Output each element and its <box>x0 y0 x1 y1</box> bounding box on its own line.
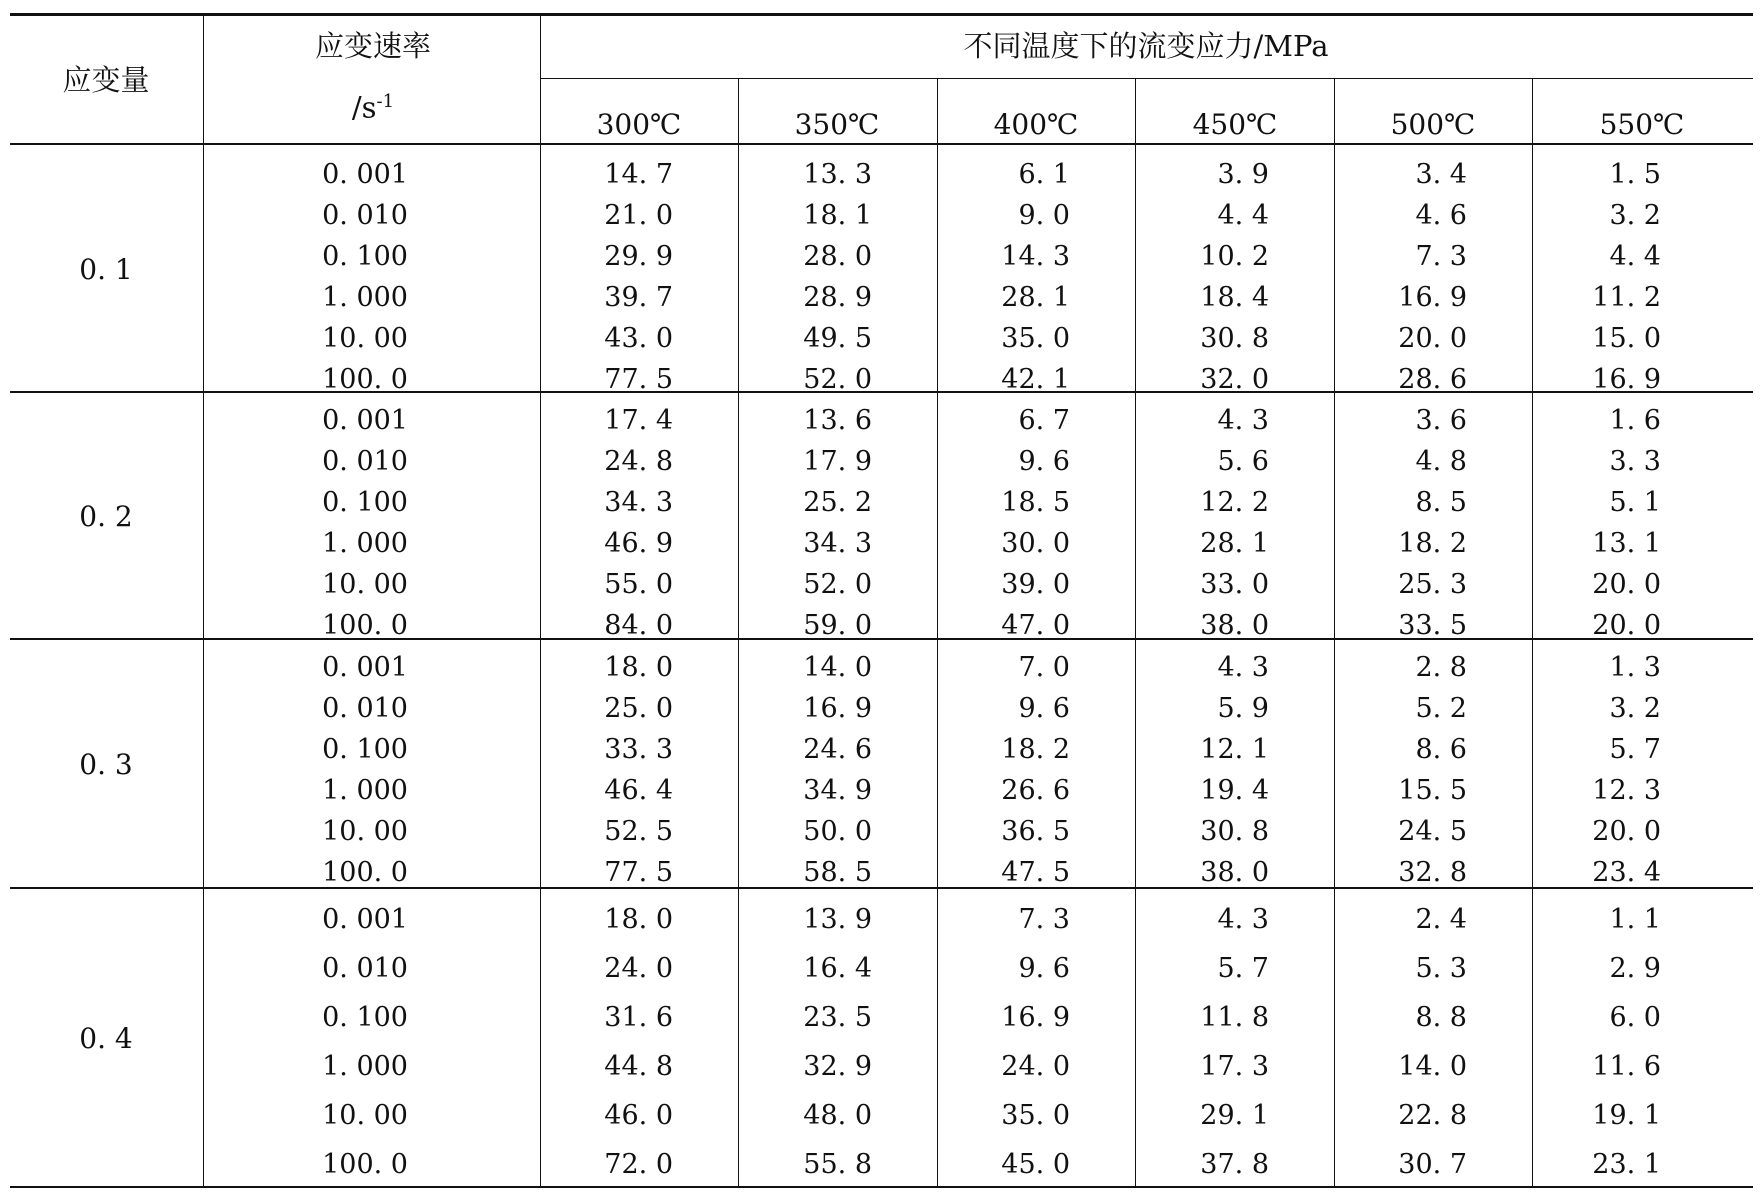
table-row <box>203 736 1753 766</box>
stress-cell-1: 55. 0 <box>604 569 673 600</box>
stress-cell-2: 28. 0 <box>803 241 872 272</box>
stress-cell-5: 5. 3 <box>1415 953 1467 984</box>
stress-cell-2: 16. 4 <box>803 953 872 984</box>
stress-cell-4: 28. 1 <box>1200 528 1269 559</box>
strain-rate-cell: 0. 010 <box>322 446 408 477</box>
stress-cell-2: 18. 1 <box>803 200 872 231</box>
stress-cell-3: 26. 6 <box>1001 775 1070 806</box>
strain-rate-cell: 10. 00 <box>322 323 408 354</box>
stress-cell-6: 1. 1 <box>1609 904 1661 935</box>
stress-cell-3: 9. 6 <box>1018 446 1070 477</box>
stress-cell-3: 9. 6 <box>1018 693 1070 724</box>
strain-rate-cell: 0. 001 <box>322 405 408 436</box>
stress-cell-5: 8. 6 <box>1415 734 1467 765</box>
stress-cell-3: 47. 0 <box>1001 610 1070 641</box>
stress-cell-2: 24. 6 <box>803 734 872 765</box>
stress-cell-6: 23. 4 <box>1592 857 1661 888</box>
stress-cell-1: 43. 0 <box>604 323 673 354</box>
header-temp-3: 400℃ <box>993 108 1079 141</box>
stress-cell-1: 46. 9 <box>604 528 673 559</box>
stress-cell-4: 5. 9 <box>1217 693 1269 724</box>
stress-cell-3: 9. 6 <box>1018 953 1070 984</box>
stress-cell-2: 52. 0 <box>803 364 872 395</box>
stress-cell-4: 4. 3 <box>1217 652 1269 683</box>
stress-cell-5: 20. 0 <box>1398 323 1467 354</box>
table-row <box>203 325 1753 355</box>
stress-cell-2: 13. 3 <box>803 159 872 190</box>
stress-cell-4: 12. 1 <box>1200 734 1269 765</box>
table-row <box>203 777 1753 807</box>
stress-cell-3: 47. 5 <box>1001 857 1070 888</box>
header-temp-1: 300℃ <box>596 108 682 141</box>
stress-cell-4: 5. 6 <box>1217 446 1269 477</box>
stress-cell-2: 59. 0 <box>803 610 872 641</box>
stress-cell-2: 49. 5 <box>803 323 872 354</box>
stress-cell-1: 52. 5 <box>604 816 673 847</box>
strain-rate-cell: 100. 0 <box>322 610 408 641</box>
stress-cell-5: 25. 3 <box>1398 569 1467 600</box>
strain-rate-cell: 100. 0 <box>322 1149 408 1180</box>
stress-cell-5: 8. 8 <box>1415 1002 1467 1033</box>
stress-cell-2: 13. 9 <box>803 904 872 935</box>
stress-cell-1: 14. 7 <box>604 159 673 190</box>
table-row <box>203 818 1753 848</box>
stress-cell-6: 1. 5 <box>1609 159 1661 190</box>
stress-cell-5: 16. 9 <box>1398 282 1467 313</box>
stress-cell-6: 1. 3 <box>1609 652 1661 683</box>
strain-rate-cell: 100. 0 <box>322 857 408 888</box>
strain-rate-cell: 1. 000 <box>322 1051 408 1082</box>
strain-rate-cell: 0. 001 <box>322 159 408 190</box>
stress-cell-3: 18. 5 <box>1001 487 1070 518</box>
stress-cell-4: 29. 1 <box>1200 1100 1269 1131</box>
stress-cell-3: 42. 1 <box>1001 364 1070 395</box>
table-row <box>203 448 1753 478</box>
stress-cell-2: 28. 9 <box>803 282 872 313</box>
stress-cell-5: 8. 5 <box>1415 487 1467 518</box>
strain-value: 0. 4 <box>79 1021 133 1055</box>
stress-cell-2: 58. 5 <box>803 857 872 888</box>
stress-cell-2: 34. 9 <box>803 775 872 806</box>
stress-cell-3: 6. 7 <box>1018 405 1070 436</box>
stress-cell-3: 18. 2 <box>1001 734 1070 765</box>
table-row <box>203 407 1753 437</box>
stress-cell-4: 38. 0 <box>1200 610 1269 641</box>
stress-cell-6: 19. 1 <box>1592 1100 1661 1131</box>
stress-cell-1: 24. 0 <box>604 953 673 984</box>
stress-cell-3: 7. 0 <box>1018 652 1070 683</box>
strain-rate-cell: 0. 001 <box>322 904 408 935</box>
stress-cell-2: 14. 0 <box>803 652 872 683</box>
strain-rate-cell: 100. 0 <box>322 364 408 395</box>
stress-cell-4: 4. 3 <box>1217 904 1269 935</box>
stress-cell-6: 20. 0 <box>1592 569 1661 600</box>
strain-rate-cell: 0. 100 <box>322 734 408 765</box>
stress-cell-4: 32. 0 <box>1200 364 1269 395</box>
stress-cell-2: 50. 0 <box>803 816 872 847</box>
stress-cell-2: 16. 9 <box>803 693 872 724</box>
stress-cell-3: 30. 0 <box>1001 528 1070 559</box>
stress-cell-5: 4. 8 <box>1415 446 1467 477</box>
stress-cell-3: 16. 9 <box>1001 1002 1070 1033</box>
table-row <box>203 906 1753 936</box>
stress-cell-1: 77. 5 <box>604 364 673 395</box>
table-row <box>203 530 1753 560</box>
stress-cell-2: 48. 0 <box>803 1100 872 1131</box>
header-rate-unit <box>351 90 395 125</box>
strain-rate-cell: 0. 010 <box>322 953 408 984</box>
stress-cell-5: 2. 4 <box>1415 904 1467 935</box>
stress-cell-3: 6. 1 <box>1018 159 1070 190</box>
stress-cell-6: 1. 6 <box>1609 405 1661 436</box>
stress-cell-4: 38. 0 <box>1200 857 1269 888</box>
table-row <box>203 1151 1753 1181</box>
stress-cell-5: 18. 2 <box>1398 528 1467 559</box>
stress-cell-1: 34. 3 <box>604 487 673 518</box>
stress-cell-5: 24. 5 <box>1398 816 1467 847</box>
stress-cell-5: 33. 5 <box>1398 610 1467 641</box>
stress-cell-3: 36. 5 <box>1001 816 1070 847</box>
table-row <box>203 284 1753 314</box>
strain-rate-cell: 1. 000 <box>322 528 408 559</box>
stress-cell-4: 17. 3 <box>1200 1051 1269 1082</box>
table-top-rule <box>10 13 1753 16</box>
table-row <box>203 366 1753 396</box>
stress-cell-6: 13. 1 <box>1592 528 1661 559</box>
stress-cell-6: 5. 7 <box>1609 734 1661 765</box>
strain-rate-cell: 0. 100 <box>322 1002 408 1033</box>
stress-cell-2: 23. 5 <box>803 1002 872 1033</box>
stress-cell-3: 35. 0 <box>1001 1100 1070 1131</box>
header-temp-4: 450℃ <box>1192 108 1278 141</box>
stress-cell-1: 24. 8 <box>604 446 673 477</box>
table-row <box>203 955 1753 985</box>
header-group: 不同温度下的流变应力/MPa <box>963 29 1329 63</box>
stress-cell-1: 46. 0 <box>604 1100 673 1131</box>
table-row <box>203 571 1753 601</box>
stress-cell-6: 15. 0 <box>1592 323 1661 354</box>
stress-cell-3: 14. 3 <box>1001 241 1070 272</box>
stress-cell-4: 4. 4 <box>1217 200 1269 231</box>
stress-cell-4: 18. 4 <box>1200 282 1269 313</box>
stress-cell-1: 18. 0 <box>604 904 673 935</box>
stress-cell-4: 37. 8 <box>1200 1149 1269 1180</box>
stress-cell-6: 6. 0 <box>1609 1002 1661 1033</box>
stress-cell-3: 39. 0 <box>1001 569 1070 600</box>
stress-cell-1: 21. 0 <box>604 200 673 231</box>
stress-cell-4: 30. 8 <box>1200 323 1269 354</box>
stress-cell-4: 30. 8 <box>1200 816 1269 847</box>
stress-cell-6: 5. 1 <box>1609 487 1661 518</box>
stress-cell-3: 28. 1 <box>1001 282 1070 313</box>
stress-cell-4: 10. 2 <box>1200 241 1269 272</box>
stress-cell-1: 33. 3 <box>604 734 673 765</box>
stress-cell-1: 84. 0 <box>604 610 673 641</box>
stress-cell-5: 3. 6 <box>1415 405 1467 436</box>
stress-cell-4: 33. 0 <box>1200 569 1269 600</box>
stress-cell-6: 4. 4 <box>1609 241 1661 272</box>
stress-cell-6: 3. 3 <box>1609 446 1661 477</box>
table-row <box>203 489 1753 519</box>
stress-cell-5: 3. 4 <box>1415 159 1467 190</box>
strain-rate-cell: 0. 010 <box>322 693 408 724</box>
stress-cell-6: 3. 2 <box>1609 200 1661 231</box>
stress-cell-1: 31. 6 <box>604 1002 673 1033</box>
strain-rate-cell: 10. 00 <box>322 569 408 600</box>
table-row <box>203 654 1753 684</box>
strain-rate-cell: 0. 010 <box>322 200 408 231</box>
stress-cell-5: 32. 8 <box>1398 857 1467 888</box>
header-temp-5: 500℃ <box>1390 108 1476 141</box>
stress-cell-4: 3. 9 <box>1217 159 1269 190</box>
stress-cell-2: 17. 9 <box>803 446 872 477</box>
stress-cell-5: 4. 6 <box>1415 200 1467 231</box>
header-temp-6: 550℃ <box>1599 108 1685 141</box>
stress-cell-1: 17. 4 <box>604 405 673 436</box>
stress-cell-6: 3. 2 <box>1609 693 1661 724</box>
stress-cell-6: 11. 2 <box>1592 282 1661 313</box>
stress-cell-5: 7. 3 <box>1415 241 1467 272</box>
strain-rate-cell: 0. 100 <box>322 241 408 272</box>
stress-cell-1: 25. 0 <box>604 693 673 724</box>
stress-cell-5: 30. 7 <box>1398 1149 1467 1180</box>
stress-cell-2: 13. 6 <box>803 405 872 436</box>
stress-cell-6: 23. 1 <box>1592 1149 1661 1180</box>
header-bottom-rule <box>10 143 1753 145</box>
rate-unit-exponent: -1 <box>376 91 395 112</box>
stress-cell-1: 39. 7 <box>604 282 673 313</box>
table-row <box>203 1053 1753 1083</box>
stress-cell-3: 7. 3 <box>1018 904 1070 935</box>
header-strain: 应变量 <box>62 63 150 97</box>
stress-cell-1: 72. 0 <box>604 1149 673 1180</box>
strain-value: 0. 3 <box>79 747 133 781</box>
strain-value: 0. 2 <box>79 499 133 533</box>
stress-cell-6: 2. 9 <box>1609 953 1661 984</box>
stress-cell-3: 35. 0 <box>1001 323 1070 354</box>
table-row <box>203 243 1753 273</box>
strain-rate-cell: 10. 00 <box>322 1100 408 1131</box>
stress-cell-6: 20. 0 <box>1592 816 1661 847</box>
header-temp-2: 350℃ <box>794 108 880 141</box>
stress-cell-2: 32. 9 <box>803 1051 872 1082</box>
stress-cell-3: 9. 0 <box>1018 200 1070 231</box>
strain-rate-cell: 1. 000 <box>322 282 408 313</box>
flow-stress-table <box>10 13 1753 1188</box>
stress-cell-5: 15. 5 <box>1398 775 1467 806</box>
header-sub-rule <box>540 78 1753 79</box>
header-rate: 应变速率 <box>314 29 432 63</box>
table-row <box>203 1102 1753 1132</box>
stress-cell-6: 20. 0 <box>1592 610 1661 641</box>
stress-cell-1: 18. 0 <box>604 652 673 683</box>
stress-cell-6: 12. 3 <box>1592 775 1661 806</box>
table-bottom-rule <box>10 1186 1753 1188</box>
stress-cell-3: 24. 0 <box>1001 1051 1070 1082</box>
stress-cell-2: 34. 3 <box>803 528 872 559</box>
stress-cell-4: 11. 8 <box>1200 1002 1269 1033</box>
stress-cell-4: 4. 3 <box>1217 405 1269 436</box>
stress-cell-1: 46. 4 <box>604 775 673 806</box>
strain-rate-cell: 0. 001 <box>322 652 408 683</box>
strain-rate-cell: 10. 00 <box>322 816 408 847</box>
table-row <box>203 161 1753 191</box>
stress-cell-1: 29. 9 <box>604 241 673 272</box>
table-row <box>203 202 1753 232</box>
stress-cell-4: 19. 4 <box>1200 775 1269 806</box>
stress-cell-5: 22. 8 <box>1398 1100 1467 1131</box>
stress-cell-5: 2. 8 <box>1415 652 1467 683</box>
table-row <box>203 695 1753 725</box>
table-row <box>203 859 1753 889</box>
stress-cell-2: 52. 0 <box>803 569 872 600</box>
stress-cell-3: 45. 0 <box>1001 1149 1070 1180</box>
stress-cell-1: 44. 8 <box>604 1051 673 1082</box>
stress-cell-5: 14. 0 <box>1398 1051 1467 1082</box>
table-row <box>203 1004 1753 1034</box>
rate-unit-base: /s <box>351 90 377 125</box>
stress-cell-2: 25. 2 <box>803 487 872 518</box>
stress-cell-5: 5. 2 <box>1415 693 1467 724</box>
stress-cell-5: 28. 6 <box>1398 364 1467 395</box>
stress-cell-4: 12. 2 <box>1200 487 1269 518</box>
strain-rate-cell: 1. 000 <box>322 775 408 806</box>
stress-cell-2: 55. 8 <box>803 1149 872 1180</box>
strain-value: 0. 1 <box>79 253 133 286</box>
strain-rate-cell: 0. 100 <box>322 487 408 518</box>
stress-cell-1: 77. 5 <box>604 857 673 888</box>
stress-cell-6: 11. 6 <box>1592 1051 1661 1082</box>
stress-cell-6: 16. 9 <box>1592 364 1661 395</box>
stress-cell-4: 5. 7 <box>1217 953 1269 984</box>
table-row <box>203 612 1753 642</box>
